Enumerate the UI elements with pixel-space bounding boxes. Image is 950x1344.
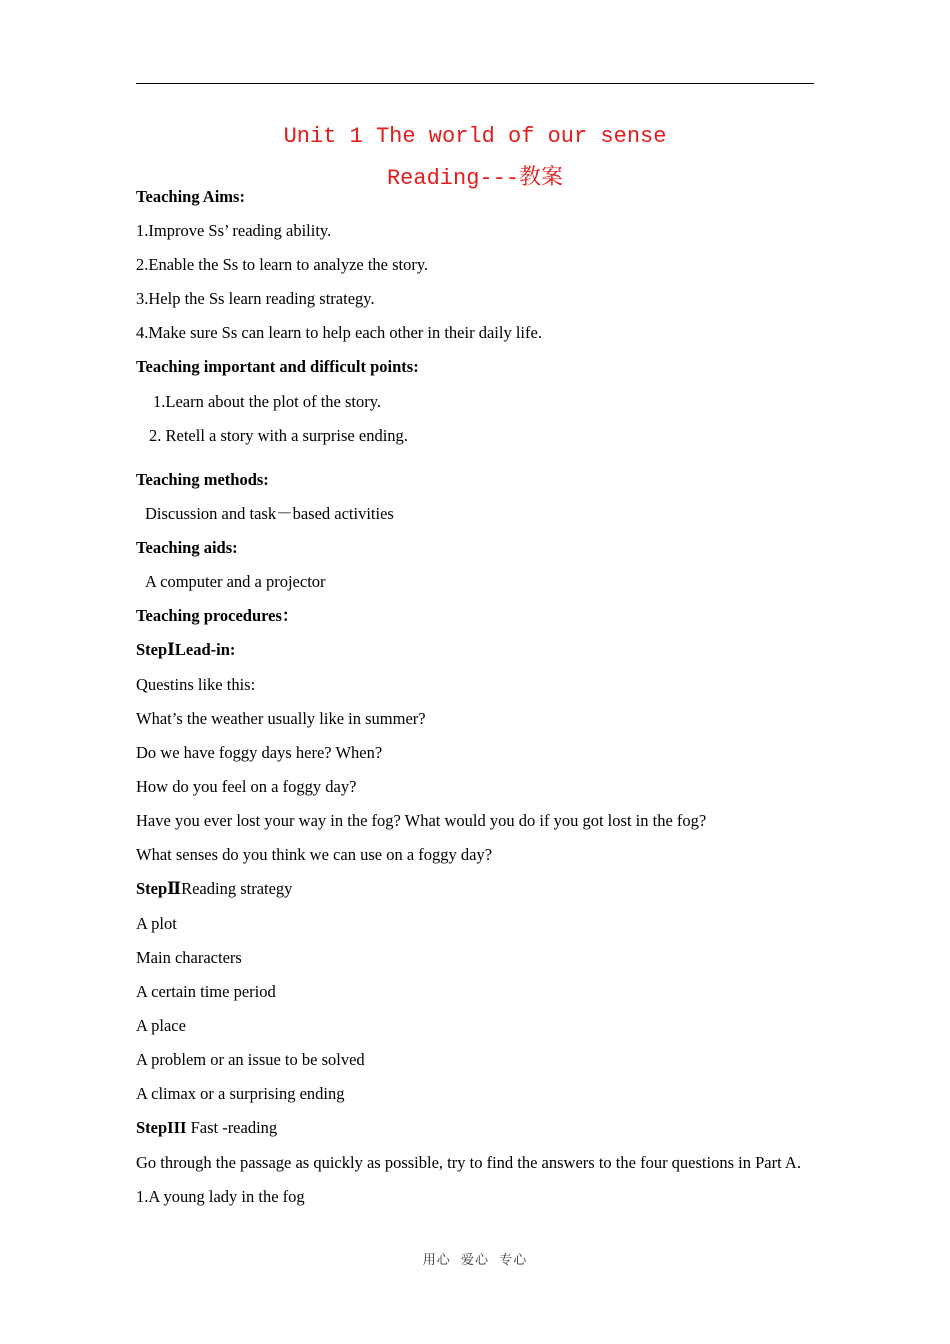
key-point-item: 1.Learn about the plot of the story. bbox=[153, 392, 382, 411]
step3-title: Fast -reading bbox=[186, 1118, 278, 1137]
step3-line: Go through the passage as quickly as possible, try to find the answers to the four questions in Part A. bbox=[136, 1153, 801, 1172]
step2-line: A problem or an issue to be solved bbox=[136, 1050, 365, 1069]
aim-item: 2.Enable the Ss to learn to analyze the story. bbox=[136, 255, 429, 274]
step1-line: Questins like this: bbox=[136, 675, 256, 694]
step1-line: What’s the weather usually like in summer? bbox=[136, 709, 426, 728]
step1-heading: StepⅠLead-in: bbox=[136, 640, 236, 659]
step3-line: 1.A young lady in the fog bbox=[136, 1187, 305, 1206]
teaching-methods-text: Discussion and task－based activities bbox=[145, 504, 394, 523]
step2-line: A plot bbox=[136, 914, 177, 933]
teaching-aims-heading: Teaching Aims: bbox=[136, 187, 245, 206]
step2-label: StepⅡ bbox=[136, 879, 182, 898]
step2-title: Reading strategy bbox=[181, 879, 293, 898]
teaching-methods-heading: Teaching methods: bbox=[136, 470, 269, 489]
document-title: Unit 1 The world of our sense bbox=[283, 124, 667, 149]
header-rule bbox=[136, 83, 814, 84]
step1-line: How do you feel on a foggy day? bbox=[136, 777, 357, 796]
key-point-item: 2. Retell a story with a surprise ending. bbox=[149, 426, 408, 445]
step2-line: A place bbox=[136, 1016, 186, 1035]
step1-line: Do we have foggy days here? When? bbox=[136, 743, 383, 762]
step2-heading bbox=[136, 879, 292, 899]
step2-line: A climax or a surprising ending bbox=[136, 1084, 345, 1103]
key-points-heading: Teaching important and difficult points: bbox=[136, 357, 419, 376]
aim-item: 1.Improve Ss’ reading ability. bbox=[136, 221, 332, 240]
step3-label: StepIII bbox=[136, 1118, 187, 1137]
aim-item: 3.Help the Ss learn reading strategy. bbox=[136, 289, 375, 308]
document-subtitle: Reading---教案 bbox=[386, 166, 564, 191]
teaching-procedures-heading: Teaching procedures： bbox=[136, 606, 299, 625]
teaching-aids-heading: Teaching aids: bbox=[136, 538, 238, 557]
step2-line: A certain time period bbox=[136, 982, 276, 1001]
step3-heading bbox=[136, 1118, 277, 1138]
teaching-aids-text: A computer and a projector bbox=[145, 572, 326, 591]
step2-line: Main characters bbox=[136, 948, 242, 967]
step1-line: Have you ever lost your way in the fog? What would you do if you got lost in the fog? bbox=[136, 811, 707, 830]
page-footer: 用心 爱心 专心 bbox=[422, 1253, 528, 1268]
aim-item: 4.Make sure Ss can learn to help each other in their daily life. bbox=[136, 323, 542, 342]
step1-line: What senses do you think we can use on a foggy day? bbox=[136, 845, 493, 864]
